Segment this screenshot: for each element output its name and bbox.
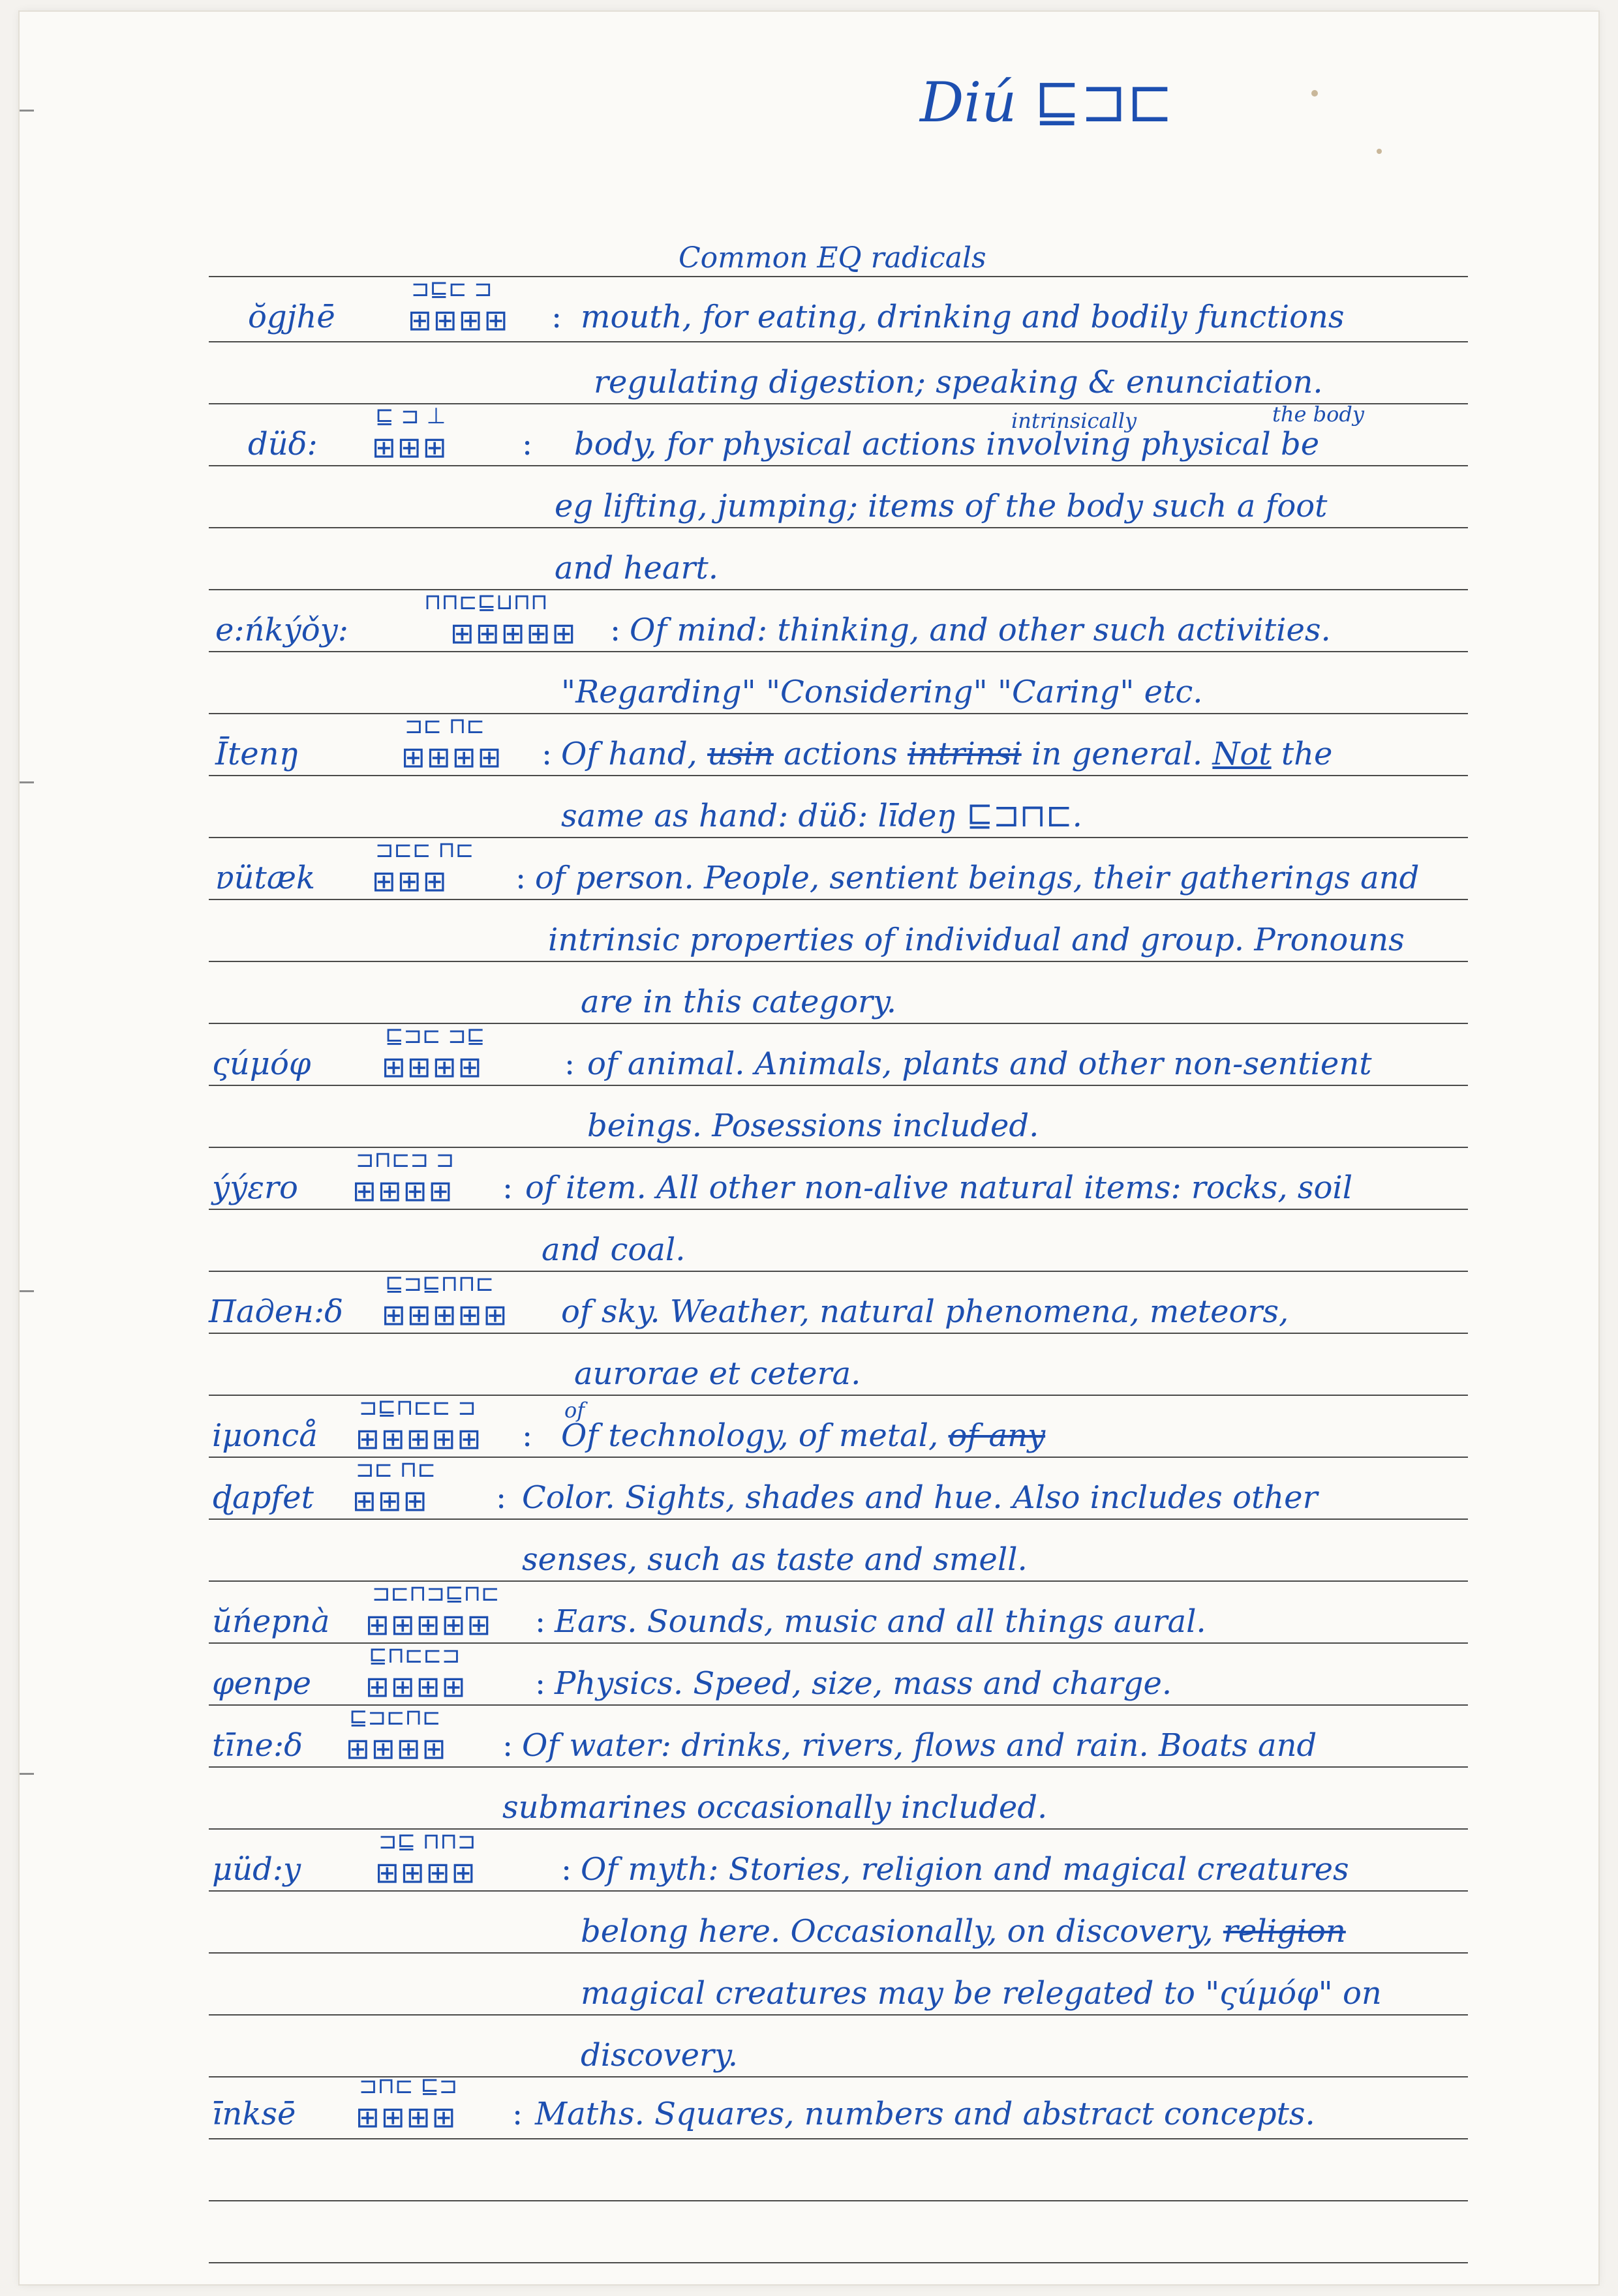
- definition-line: Ears. Sounds, music and all things aural.: [555, 1603, 1206, 1640]
- radical-glyph-top: ⊐⊑⊏ ⊐: [411, 276, 493, 302]
- ruled-line: [209, 1952, 1468, 1954]
- colon: :: [551, 299, 562, 335]
- definition-line: senses, such as taste and smell.: [522, 1541, 1028, 1578]
- ruled-line: [209, 713, 1468, 714]
- definition-line: Physics. Speed, size, mass and charge.: [555, 1665, 1172, 1702]
- ruled-line: [209, 1518, 1468, 1520]
- definition-line: mouth, for eating, drinking and bodily functions: [581, 299, 1345, 335]
- radical-glyph-top: ⊑⊓⊏⊏⊐: [369, 1642, 461, 1669]
- inserted-word: the body: [1272, 402, 1364, 427]
- definition-line: Of mind: thinking, and other such activities.: [630, 612, 1331, 648]
- definition-line: Maths. Squares, numbers and abstract concepts.: [535, 2096, 1315, 2132]
- definition-line: of animal. Animals, plants and other non-sentient: [587, 1046, 1372, 1082]
- page-title: Common EQ radicals: [679, 241, 986, 275]
- definition-line: intrinsic properties of individual and group. Pronouns: [548, 922, 1405, 958]
- definition-line: magical creatures may be relegated to "ςúμóφ" on: [581, 1975, 1382, 2012]
- radical-glyph-top: ⊐⊑⊓⊏⊏ ⊐: [359, 1395, 476, 1421]
- binding-mark: [20, 110, 34, 112]
- radical-glyphs: ⊞⊞⊞: [352, 1485, 429, 1518]
- radical-glyphs: ⊞⊞⊞: [372, 865, 448, 898]
- radical-glyph-top: ⊓⊓⊏⊑⊔⊓⊓: [424, 589, 548, 615]
- notebook-page: [20, 12, 1598, 2284]
- inserted-word: intrinsically: [1011, 408, 1137, 433]
- colon: :: [522, 1417, 533, 1454]
- definition-line: Of water: drinks, rivers, flows and rain. Boats and: [522, 1727, 1317, 1764]
- radical-term: φenpe: [212, 1665, 312, 1702]
- ruled-line: [209, 1766, 1468, 1768]
- radical-term: μüd:y: [212, 1851, 301, 1888]
- paper-stain: [1377, 149, 1382, 154]
- definition-line: belong here. Occasionally, on discovery, religion: [581, 1913, 1346, 1950]
- radical-term: ŏgjhē: [248, 299, 335, 335]
- binding-mark: [20, 781, 34, 783]
- radical-glyphs: ⊞⊞⊞⊞: [375, 1856, 477, 1890]
- radical-glyph-top: ⊐⊑ ⊓⊓⊐: [378, 1828, 476, 1854]
- definition-line: Of myth: Stories, religion and magical creatures: [581, 1851, 1349, 1888]
- ruled-line: [209, 2200, 1468, 2201]
- radical-glyphs: ⊞⊞⊞⊞⊞: [450, 617, 577, 650]
- colon: :: [515, 860, 527, 896]
- ruled-line: [209, 1890, 1468, 1892]
- radical-glyph-top: ⊐⊏⊏ ⊓⊏: [375, 837, 474, 863]
- ruled-line: [209, 527, 1468, 528]
- radical-glyph-top: ⊑⊐⊑⊓⊓⊏: [385, 1271, 495, 1297]
- radical-glyphs: ⊞⊞⊞⊞⊞: [356, 1423, 483, 1456]
- radical-glyphs: ⊞⊞⊞⊞: [382, 1051, 483, 1084]
- definition-line: of item. All other non-alive natural items: rocks, soil: [525, 1170, 1353, 1206]
- definition-line: of sky. Weather, natural phenomena, meteors,: [561, 1293, 1289, 1330]
- colon: :: [496, 1479, 507, 1516]
- radical-glyphs: ⊞⊞⊞⊞: [401, 741, 503, 774]
- radical-glyphs: ⊞⊞⊞⊞: [356, 2101, 457, 2134]
- inserted-word: of: [564, 1398, 585, 1423]
- radical-term: ɐütæk: [215, 860, 316, 896]
- definition-line: submarines occasionally included.: [502, 1789, 1048, 1826]
- definition-line: beings. Posessions included.: [587, 1108, 1039, 1144]
- radical-glyphs: ⊞⊞⊞: [372, 431, 448, 464]
- radical-glyph-top: ⊐⊏ ⊓⊏: [404, 713, 485, 739]
- definition-line: eg lifting, jumping; items of the body such a foot: [555, 488, 1328, 524]
- colon: :: [561, 1851, 572, 1888]
- ruled-line: [209, 2138, 1468, 2139]
- page-header: Diú ⊑⊐⊏: [920, 70, 1174, 134]
- ruled-line: [209, 775, 1468, 776]
- colon: :: [542, 736, 553, 772]
- radical-glyph-top: ⊐⊓⊏⊐ ⊐: [356, 1147, 455, 1173]
- definition-line: and coal.: [542, 1231, 686, 1268]
- definition-line: Of technology, of metal, of any: [561, 1417, 1046, 1454]
- radical-term: düδ:: [248, 426, 318, 462]
- ruled-line: [209, 276, 1468, 277]
- colon: :: [535, 1603, 546, 1640]
- radical-term: ýýɛro: [212, 1170, 298, 1206]
- binding-mark: [20, 1773, 34, 1775]
- radical-term: īnksē: [212, 2096, 296, 2132]
- ruled-line: [209, 589, 1468, 590]
- radical-glyphs: ⊞⊞⊞⊞: [346, 1732, 448, 1766]
- radical-glyphs: ⊞⊞⊞⊞⊞: [382, 1299, 509, 1332]
- definition-line: are in this category.: [581, 984, 896, 1020]
- radical-term: Πaдeн:δ: [209, 1293, 343, 1330]
- colon: :: [502, 1170, 513, 1206]
- definition-line: and heart.: [555, 550, 718, 586]
- definition-line: "Regarding" "Considering" "Caring" etc.: [561, 674, 1203, 710]
- paper-stain: [1311, 90, 1318, 97]
- definition-line: Of hand, usin actions intrinsi in general. Not the: [561, 736, 1333, 772]
- colon: :: [564, 1046, 575, 1082]
- definition-line: Color. Sights, shades and hue. Also includes other: [522, 1479, 1318, 1516]
- colon: :: [512, 2096, 523, 2132]
- radical-glyph-top: ⊑ ⊐ ⊥: [375, 403, 446, 429]
- definition-line: same as hand: düδ: līdeŋ ⊑⊐⊓⊏.: [561, 798, 1082, 834]
- radical-term: ςúμóφ: [212, 1046, 311, 1082]
- definition-line: of person. People, sentient beings, their gatherings and: [535, 860, 1420, 896]
- radical-glyph-top: ⊑⊐⊏ ⊐⊑: [385, 1023, 485, 1049]
- radical-term: tīne:δ: [212, 1727, 303, 1764]
- radical-glyphs: ⊞⊞⊞⊞: [365, 1670, 467, 1704]
- radical-term: e:ńkýǒy:: [215, 612, 348, 648]
- definition-line: regulating digestion; speaking & enunciation.: [594, 364, 1323, 400]
- radical-term: ŭńepnà: [212, 1603, 330, 1640]
- colon: :: [610, 612, 621, 648]
- ruled-line: [209, 465, 1468, 466]
- definition-line: body, for physical actions involving physical be: [574, 426, 1320, 462]
- ruled-line: [209, 341, 1468, 342]
- radical-glyph-top: ⊐⊏⊓⊐⊑⊓⊏: [372, 1580, 500, 1607]
- radical-glyph-top: ⊐⊓⊏ ⊑⊐: [359, 2073, 458, 2099]
- colon: :: [522, 426, 533, 462]
- ruled-line: [209, 2262, 1468, 2263]
- ruled-line: [209, 961, 1468, 962]
- radical-term: iμoncå: [212, 1417, 318, 1454]
- radical-glyph-top: ⊐⊏ ⊓⊏: [356, 1457, 436, 1483]
- radical-term: Ītenŋ: [215, 736, 299, 772]
- definition-line: discovery.: [581, 2037, 738, 2074]
- definition-line: aurorae et cetera.: [574, 1355, 861, 1392]
- ruled-line: [209, 1085, 1468, 1086]
- radical-glyphs: ⊞⊞⊞⊞: [408, 304, 510, 337]
- ruled-line: [209, 651, 1468, 652]
- ruled-line: [209, 1209, 1468, 1210]
- radical-glyphs: ⊞⊞⊞⊞⊞: [365, 1609, 493, 1642]
- binding-mark: [20, 1290, 34, 1292]
- colon: :: [535, 1665, 546, 1702]
- ruled-line: [209, 1333, 1468, 1334]
- radical-glyph-top: ⊑⊐⊏⊓⊏: [349, 1704, 441, 1730]
- ruled-line: [209, 2014, 1468, 2016]
- colon: :: [502, 1727, 513, 1764]
- radical-glyphs: ⊞⊞⊞⊞: [352, 1175, 454, 1208]
- radical-term: ɖapfet: [212, 1479, 314, 1516]
- ruled-line: [209, 899, 1468, 900]
